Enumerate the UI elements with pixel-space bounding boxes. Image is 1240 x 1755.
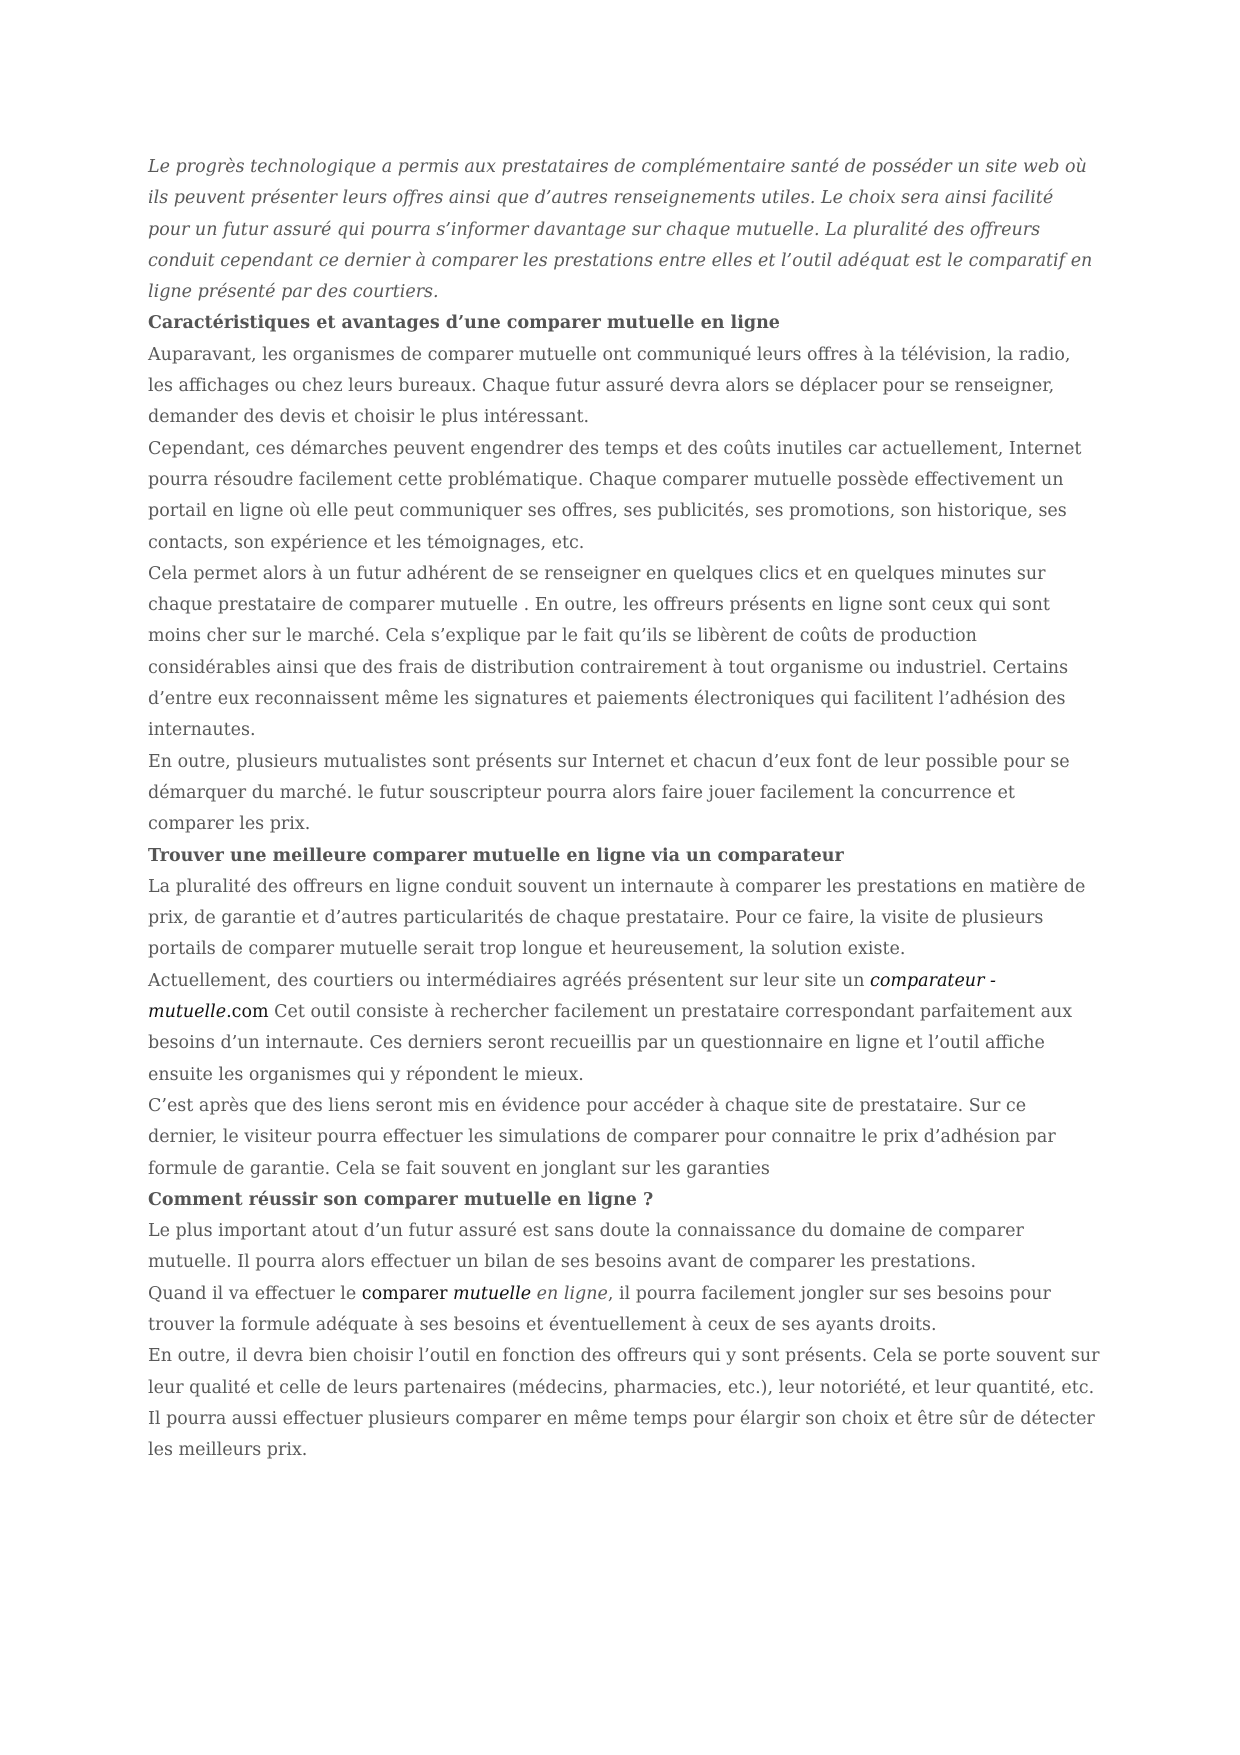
paragraph: En outre, plusieurs mutualistes sont présents sur Internet et chacun d’eux font de leur possible pour se démarquer du marché. le futur souscripteur pourra alors faire jouer facilement la concurrence et comparer les prix.: [148, 751, 1070, 835]
paragraph-with-link: [148, 966, 1100, 1091]
paragraph: Cela permet alors à un futur adhérent de se renseigner en quelques clics et en quelques minutes sur chaque prestataire de comparer mutuelle . En outre, les offreurs présents en ligne sont ceux qui sont moins cher sur le marché. Cela s’explique par le fait qu’ils se libèrent de coûts de production considérables ainsi que des frais de distribution contrairement à tout organisme ou industriel. Certains d’entre eux reconnaissent même les signatures et paiements électroniques qui facilitent l’adhésion des internautes.: [148, 563, 1069, 741]
paragraph: La pluralité des offreurs en ligne conduit souvent un internaute à comparer les prestations en matière de prix, de garantie et d’autres particularités de chaque prestataire. Pour ce faire, la visite de plusieurs portails de comparer mutuelle serait trop longue et heureusement, la solution existe.: [148, 876, 1086, 960]
paragraph: Le plus important atout d’un futur assuré est sans doute la connaissance du domaine de comparer mutuelle. Il pourra alors effectuer un bilan de ses besoins avant de comparer les prestations.: [148, 1221, 1024, 1273]
paragraph: En outre, il devra bien choisir l’outil en fonction des offreurs qui y sont présents. Cela se porte souvent sur leur qualité et celle de leurs partenaires (médecins, pharmacies, etc.), leur notoriété, et leur quantité, etc. Il pourra aussi effectuer plusieurs comparer en même temps pour élargir son choix et être sûr de détecter les meilleurs prix.: [148, 1346, 1100, 1461]
section-heading-caracteristiques: Caractéristiques et avantages d’une comparer mutuelle en ligne: [148, 313, 780, 334]
paragraph: Auparavant, les organismes de comparer mutuelle ont communiqué leurs offres à la télévision, la radio, les affichages ou chez leurs bureaux. Chaque futur assuré devra alors se déplacer pour se renseigner, demander des devis et choisir le plus intéressant.: [148, 344, 1071, 428]
paragraph: C’est après que des liens seront mis en évidence pour accéder à chaque site de prestataire. Sur ce dernier, le visiteur pourra effectuer les simulations de comparer pour connaitre le prix d’adhésion par formule de garantie. Cela se fait souvent en jonglant sur les garanties: [148, 1095, 1056, 1179]
document-page: [148, 152, 1100, 1466]
text-run-italic: en ligne: [531, 1283, 608, 1304]
text-run: , il pourra facilement jongler sur ses besoins pour trouver la formule adéquate à ses besoins et éventuellement à ceux de ses ayants droits.: [148, 1283, 1051, 1335]
section-heading-trouver: Trouver une meilleure comparer mutuelle en ligne via un comparateur: [148, 845, 844, 866]
link-text: .com: [226, 1002, 269, 1023]
text-run: Actuellement, des courtiers ou intermédiaires agréés présentent sur leur site un: [148, 970, 871, 991]
paragraph: Cependant, ces démarches peuvent engendrer des temps et des coûts inutiles car actuellement, Internet pourra résoudre facilement cette problématique. Chaque comparer mutuelle possède effectivement un portail en ligne où elle peut communiquer ses offres, ses publicités, ses promotions, son historique, ses contacts, son expérience et les témoignages, etc.: [148, 438, 1082, 553]
paragraph-with-link: [148, 1279, 1100, 1342]
mutuelle-link[interactable]: mutuelle: [453, 1283, 532, 1304]
intro-paragraph: Le progrès technologique a permis aux prestataires de complémentaire santé de posséder un site web où ils peuvent présenter leurs offres ainsi que d’autres renseignements utiles. Le choix sera ainsi facilité pour un futur assuré qui pourra s’informer davantage sur chaque mutuelle. La pluralité des offreurs conduit cependant ce dernier à comparer les prestations entre elles et l’outil adéquat est le comparatif en ligne présenté par des courtiers.: [148, 157, 1093, 303]
link-text-italic: comparateur -mutuelle: [148, 970, 996, 1023]
comparer-link[interactable]: comparer: [361, 1283, 448, 1304]
section-heading-comment: Comment réussir son comparer mutuelle en ligne ?: [148, 1189, 654, 1210]
text-run: Quand il va effectuer le: [148, 1283, 362, 1304]
text-run: Cet outil consiste à rechercher facilement un prestataire correspondant parfaitement aux besoins d’un internaute. Ces derniers seront recueillis par un questionnaire en ligne et l’outil affiche ensuite les organismes qui y répondent le mieux.: [148, 1002, 1073, 1085]
